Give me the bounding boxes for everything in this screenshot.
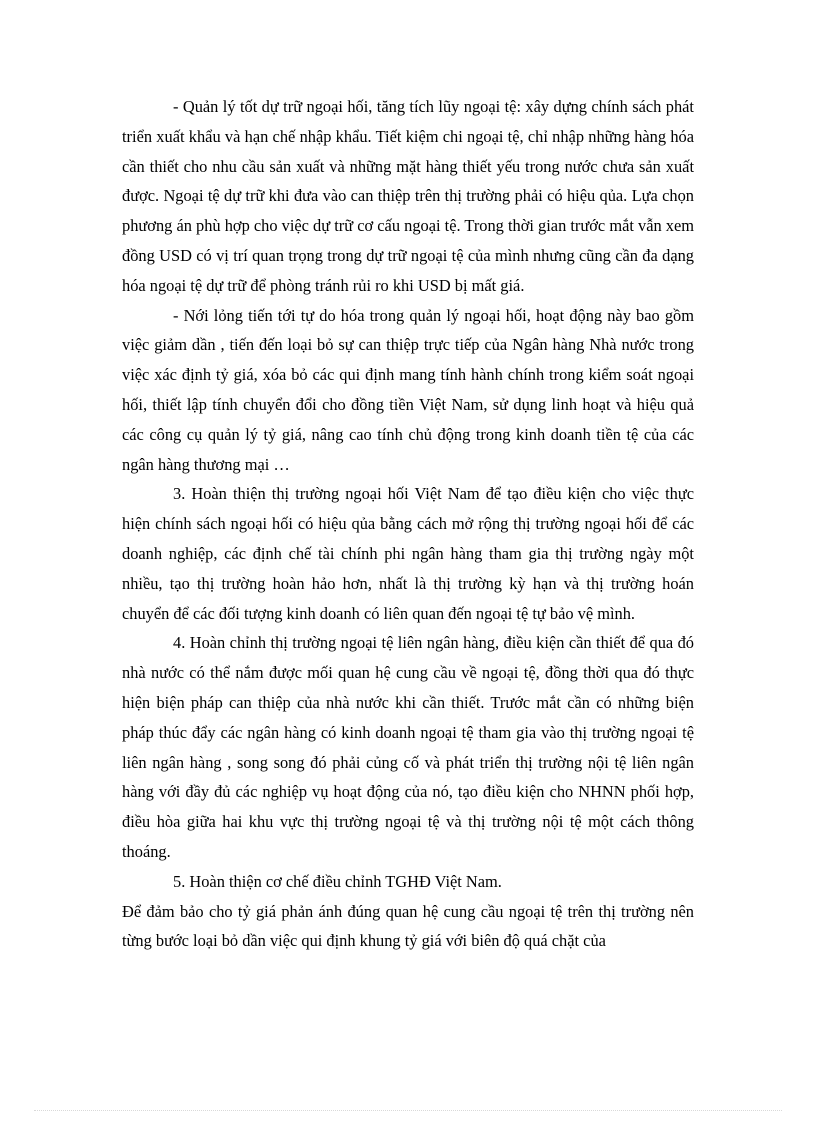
paragraph-foreign-reserve-management: - Quản lý tốt dự trữ ngoại hối, tăng tích lũy ngoại tệ: xây dựng chính sách phát triển xuất khẩu và hạn chế nhập khẩu. Tiết kiệm chi ngoại tệ, chỉ nhập những hàng hóa cần thiết cho nhu cầu sản xuất và những mặt hàng thiết yếu trong nước chưa sản xuất được. Ngoại tệ dự trữ khi đưa vào can thiệp trên thị trường phải có hiệu qủa. Lựa chọn phương án phù hợp cho việc dự trữ cơ cấu ngoại tệ. Trong thời gian trước mắt vẫn xem đồng USD có vị trí quan trọng trong dự trữ ngoại tệ của mình nhưng cũng cần đa dạng hóa ngoại tệ dự trữ để phòng tránh rủi ro khi USD bị mất giá. xyxy=(122,97,694,295)
paragraph-liberalization: - Nới lỏng tiến tới tự do hóa trong quản lý ngoại hối, hoạt động này bao gồm việc giảm dần , tiến đến loại bỏ sự can thiệp trực tiếp của Ngân hàng Nhà nước trong việc xác định tỷ giá, xóa bỏ các qui định mang tính hành chính trong kiểm soát ngoại hối, thiết lập tính chuyển đổi cho đồng tiền Việt Nam, sử dụng linh hoạt và hiệu quả các công cụ quản lý tỷ giá, nâng cao tính chủ động trong kinh doanh tiền tệ của các ngân hàng thương mại … xyxy=(122,305,694,474)
paragraph-item-4-interbank-market: 4. Hoàn chỉnh thị trường ngoại tệ liên ngân hàng, điều kiện cần thiết để qua đó nhà nước có thể nắm được mối quan hệ cung cầu về ngoại tệ, đồng thời qua đó thực hiện biện pháp can thiệp của nhà nước khi cần thiết. Trước mắt cần có những biện pháp thúc đẩy các ngân hàng có kinh doanh ngoại tệ tham gia vào thị trường ngoại tệ liên ngân hàng , song song đó phải củng cố và phát triển thị trường nội tệ liên ngân hàng với đầy đủ các nghiệp vụ hoạt động của nó, tạo điều kiện cho NHNN phối hợp, điều hòa giữa hai khu vực thị trường ngoại tệ và thị trường nội tệ một cách thông thoáng. xyxy=(122,633,694,861)
document-body xyxy=(122,92,694,956)
page-bottom-border xyxy=(34,1110,782,1111)
paragraph-exchange-rate-adjustment: Để đảm bảo cho tỷ giá phản ánh đúng quan hệ cung cầu ngoại tệ trên thị trường nên từng bước loại bỏ dần việc qui định khung tỷ giá với biên độ quá chặt của xyxy=(122,901,694,951)
paragraph-item-3-forex-market: 3. Hoàn thiện thị trường ngoại hối Việt Nam để tạo điều kiện cho việc thực hiện chính sách ngoại hối có hiệu qủa bằng cách mở rộng thị trường ngoại hối để các doanh nghiệp, các định chế tài chính phi ngân hàng tham gia thị trường ngày một nhiều, tạo thị trường hoàn hảo hơn, nhất là thị trường kỳ hạn và thị trường hoán chuyển để các đối tượng kinh doanh có liên quan đến ngoại tệ tự bảo vệ mình. xyxy=(122,484,694,623)
paragraph-item-5-heading: 5. Hoàn thiện cơ chế điều chỉnh TGHĐ Việt Nam. xyxy=(173,871,502,891)
